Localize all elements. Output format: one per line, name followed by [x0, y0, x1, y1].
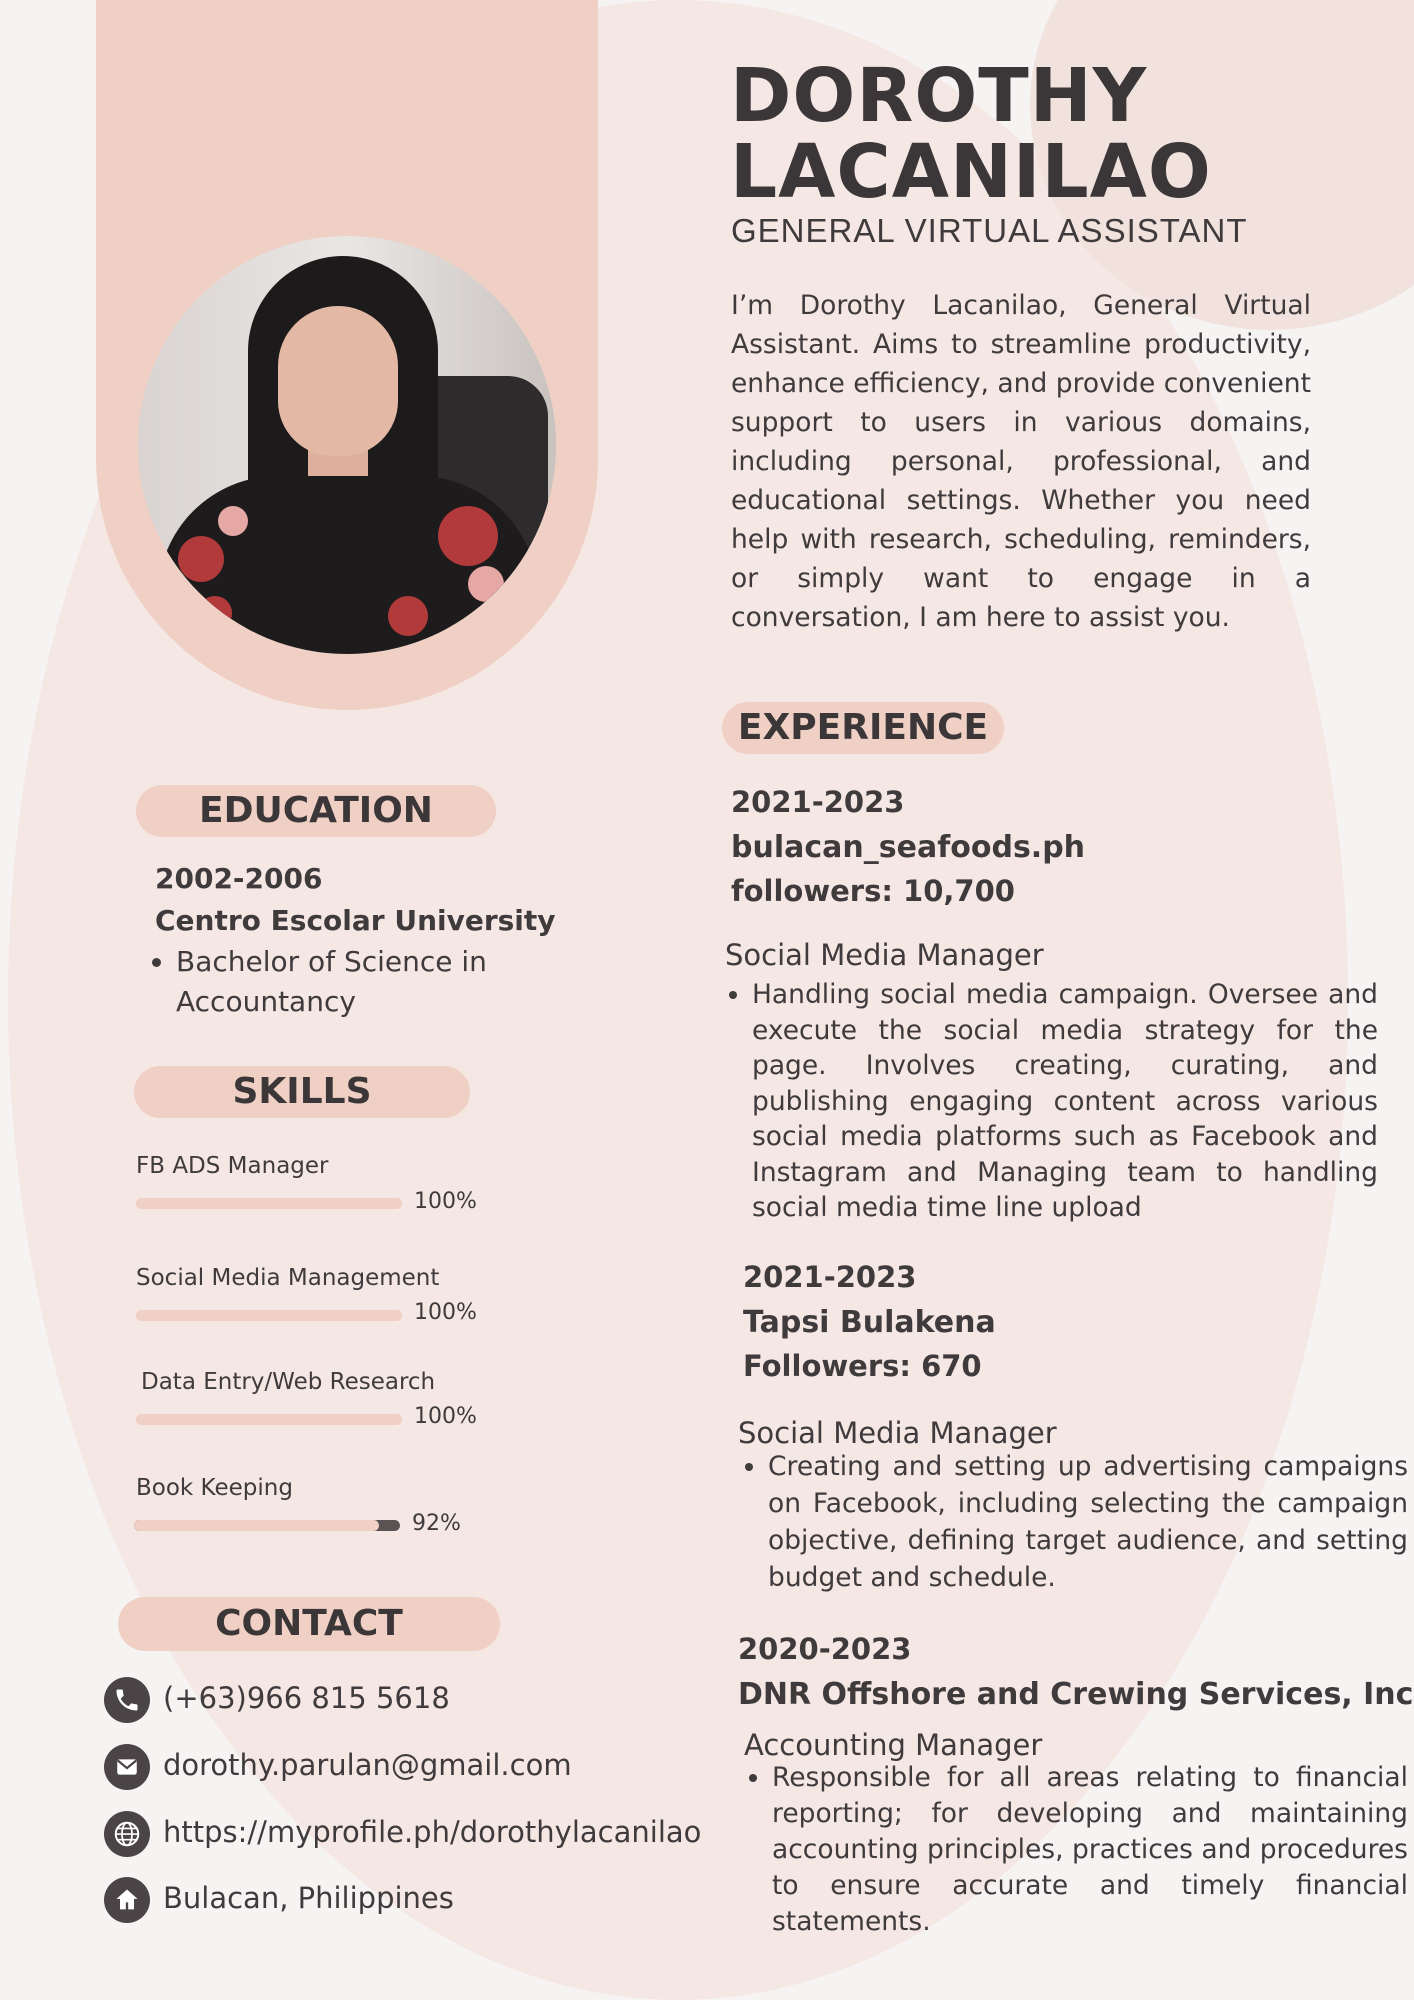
skill-bar-fill	[136, 1310, 402, 1321]
job-years: 2020-2023	[738, 1632, 912, 1666]
photo-flower	[178, 536, 224, 582]
skill-percent: 100%	[414, 1404, 477, 1429]
photo-flower	[218, 506, 248, 536]
job-years: 2021-2023	[743, 1260, 917, 1294]
job-company: DNR Offshore and Crewing Services, Inc	[738, 1677, 1414, 1712]
job-description-item: • Handling social media campaign. Oversee and execute the social media strategy for the page. Involves creating, curating, and publishing engaging content across various social media platforms such as Facebook and Instagram and Managing team to handling social media time line upload	[752, 977, 1378, 1226]
name-first: DOROTHY	[730, 53, 1148, 139]
job-description-item: • Creating and setting up advertising campaigns on Facebook, including selecting the campaign objective, defining target audience, and setting budget and schedule.	[768, 1448, 1408, 1596]
skill-bar	[134, 1520, 400, 1531]
skill-percent: 92%	[412, 1511, 461, 1536]
skill-percent: 100%	[414, 1189, 477, 1214]
skill-label: Book Keeping	[136, 1475, 293, 1501]
contact-website[interactable]: https://myprofile.ph/dorothylacanilao	[163, 1815, 702, 1849]
education-details	[140, 942, 556, 1022]
job-description	[724, 977, 1378, 1226]
job-followers: Followers: 670	[743, 1349, 982, 1383]
job-followers: followers: 10,700	[731, 874, 1015, 908]
skill-label: Data Entry/Web Research	[141, 1369, 436, 1395]
job-description	[740, 1448, 1408, 1596]
job-title: Social Media Manager	[725, 938, 1044, 972]
skill-bar	[136, 1198, 402, 1209]
photo-flower	[388, 596, 428, 636]
job-description-item: • Responsible for all areas relating to financial reporting; for developing and maintaining accounting principles, practices and procedures to ensure accurate and timely financial statements.	[772, 1760, 1408, 1940]
skills-heading: SKILLS	[134, 1066, 470, 1118]
skill-bar-fill	[136, 1414, 402, 1425]
job-company: Tapsi Bulakena	[743, 1305, 996, 1340]
contact-email[interactable]: dorothy.parulan@gmail.com	[163, 1748, 572, 1782]
skill-percent: 100%	[414, 1300, 477, 1325]
skill-bar	[136, 1414, 402, 1425]
job-years: 2021-2023	[731, 785, 905, 819]
about-paragraph: I’m Dorothy Lacanilao, General Virtual Assistant. Aims to streamline productivity, enhance efficiency, and provide convenient support to users in various domains, including personal, professional, and educational settings. Whether you need help with research, scheduling, reminders, or simply want to engage in a conversation, I am here to assist you.	[731, 290, 1311, 633]
job-role: GENERAL VIRTUAL ASSISTANT	[731, 212, 1248, 249]
contact-phone[interactable]: (+63)966 815 5618	[163, 1681, 450, 1715]
education-degree: • Bachelor of Science in Accountancy	[176, 942, 556, 1022]
profile-photo	[138, 236, 556, 654]
name-last: LACANILAO	[730, 129, 1212, 215]
photo-flower	[198, 596, 232, 630]
education-school: Centro Escolar University	[155, 904, 556, 937]
skill-label: Social Media Management	[136, 1265, 440, 1291]
contact-heading: CONTACT	[118, 1597, 500, 1651]
email-icon	[104, 1744, 150, 1790]
photo-flower	[468, 566, 504, 602]
contact-location: Bulacan, Philippines	[163, 1881, 454, 1915]
job-company: bulacan_seafoods.ph	[731, 830, 1086, 865]
skill-bar-fill	[134, 1520, 379, 1531]
job-title: Accounting Manager	[744, 1728, 1043, 1762]
photo-face	[278, 306, 398, 456]
education-years: 2002-2006	[155, 862, 323, 895]
job-description	[744, 1760, 1408, 1940]
skill-bar	[136, 1310, 402, 1321]
experience-heading: EXPERIENCE	[722, 702, 1004, 754]
photo-flower	[438, 506, 498, 566]
skill-label: FB ADS Manager	[136, 1153, 329, 1179]
phone-icon	[104, 1677, 150, 1723]
job-title: Social Media Manager	[738, 1416, 1057, 1450]
skill-bar-fill	[136, 1198, 402, 1209]
globe-icon	[104, 1811, 150, 1857]
home-icon	[104, 1877, 150, 1923]
education-heading: EDUCATION	[136, 785, 496, 837]
full-name	[730, 53, 1212, 215]
